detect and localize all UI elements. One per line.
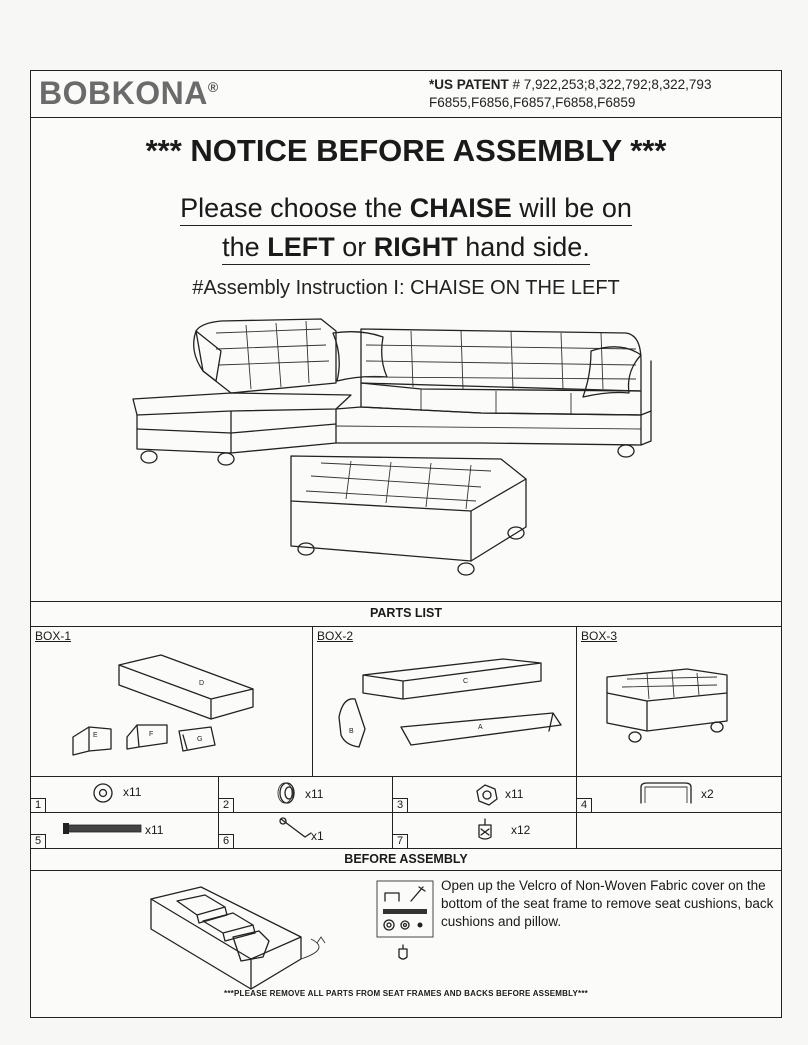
hardware-1-qty: x11: [123, 785, 142, 799]
hardware-item-5: [31, 813, 219, 848]
hardware-6-qty: x1: [311, 829, 324, 843]
sectional-sofa-illustration: [121, 311, 641, 591]
hardware-empty-cell: [577, 813, 783, 848]
hardware-2-qty: x11: [305, 787, 324, 801]
box-1-label: BOX-1: [35, 629, 72, 643]
instruction-sheet: [30, 70, 782, 1018]
hardware-4-qty: x2: [701, 787, 714, 801]
hardware-7-qty: x12: [511, 823, 531, 837]
notice-line-1: Please choose the CHAISE will be on: [31, 193, 781, 224]
part-g-label: G: [197, 736, 203, 743]
hardware-row-2: [31, 813, 781, 849]
hardware-item-2: [219, 777, 393, 812]
notice-line-2: the LEFT or RIGHT hand side.: [31, 232, 781, 263]
part-f-label: F: [149, 731, 154, 738]
brand-logo: BOBKONA®: [39, 75, 219, 111]
hardware-5-number: 5: [31, 834, 46, 848]
bracket-icon: [577, 777, 783, 813]
model-numbers: F6855,F6856,F6857,F6858,F6859: [429, 95, 636, 110]
hardware-1-number: 1: [31, 798, 46, 812]
boxes-row: [31, 627, 781, 777]
hardware-item-4: [577, 777, 783, 812]
box-1-parts-illustration: [31, 627, 313, 777]
hardware-row-1: [31, 777, 781, 813]
before-assembly-title: BEFORE ASSEMBLY: [344, 852, 468, 866]
box-2-cell: [313, 627, 577, 776]
patent-label: *US PATENT: [429, 77, 509, 92]
patent-numbers: # 7,922,253;8,322,792;8,322,793: [508, 77, 712, 92]
bolt-icon: [31, 813, 219, 849]
part-e-label: E: [93, 732, 98, 739]
part-d-label: D: [199, 680, 205, 687]
parts-list-header: [31, 601, 781, 627]
hardware-4-number: 4: [577, 798, 592, 812]
box-3-cell: [577, 627, 783, 776]
hardware-6-number: 6: [219, 834, 234, 848]
hardware-item-7: [393, 813, 577, 848]
leg-icon: [393, 813, 577, 849]
box-3-ottoman-illustration: [577, 627, 783, 777]
hardware-7-number: 7: [393, 834, 408, 848]
hardware-summary-icons: [375, 879, 439, 963]
remove-parts-footnote: ***PLEASE REMOVE ALL PARTS FROM SEAT FRAMES AND BACKS BEFORE ASSEMBLY***: [224, 989, 588, 998]
parts-list-title: PARTS LIST: [370, 606, 442, 620]
box-2-parts-illustration: [313, 627, 577, 777]
part-b-label: B: [349, 728, 354, 735]
hex-key-icon: [219, 813, 393, 849]
instruction-subtitle: #Assembly Instruction I: CHAISE ON THE LEFT: [192, 277, 620, 299]
hardware-5-qty: x11: [145, 823, 164, 837]
part-a-label: A: [478, 724, 483, 731]
before-assembly-header: [31, 849, 781, 871]
header: [31, 71, 781, 118]
box-3-label: BOX-3: [581, 629, 618, 643]
hardware-3-qty: x11: [505, 787, 524, 801]
hardware-2-number: 2: [219, 798, 234, 812]
hardware-item-6: [219, 813, 393, 848]
box-2-label: BOX-2: [317, 629, 354, 643]
before-assembly-instructions: Open up the Velcro of Non-Woven Fabric cover on the bottom of the seat frame to remove seat cushions, back cushions and pillow.: [441, 878, 774, 929]
hardware-3-number: 3: [393, 798, 408, 812]
box-1-cell: [31, 627, 313, 776]
hardware-item-1: [31, 777, 219, 812]
part-c-label: C: [463, 678, 469, 685]
patent-info: [429, 76, 711, 112]
hardware-item-3: [393, 777, 577, 812]
nut-icon: [393, 777, 577, 813]
notice-title: *** NOTICE BEFORE ASSEMBLY ***: [145, 133, 667, 168]
